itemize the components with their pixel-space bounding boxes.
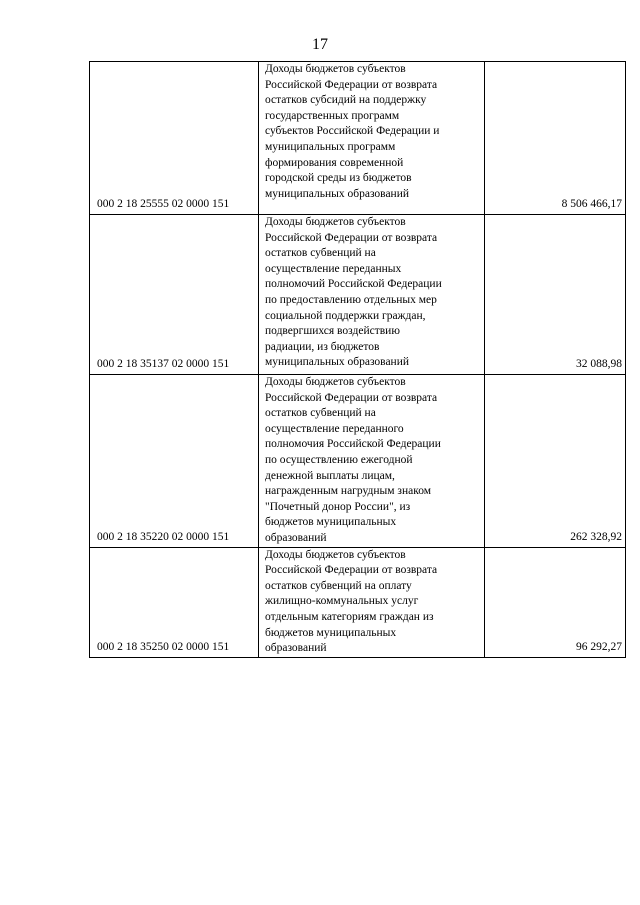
budget-revenue-table (89, 61, 626, 658)
revenue-description: Доходы бюджетов субъектов Российской Федерации от возврата остатков субсидий на поддержку государственных программ субъектов Российской Федерации и муниципальных программ формирования современной городской среды из бюджетов муниципальных образований (259, 62, 485, 215)
revenue-description: Доходы бюджетов субъектов Российской Федерации от возврата остатков субвенций на осуществление переданных полномочий Российской Федерации по предоставлению отдельных мер социальной поддержки граждан, подвергшихся воздействию радиации, из бюджетов муниципальных образований (259, 215, 485, 375)
revenue-amount: 32 088,98 (485, 215, 626, 375)
table-row (90, 62, 626, 215)
budget-classification-code: 000 2 18 35220 02 0000 151 (90, 375, 259, 548)
revenue-amount: 96 292,27 (485, 547, 626, 657)
revenue-description: Доходы бюджетов субъектов Российской Федерации от возврата остатков субвенций на оплату жилищно-коммунальных услуг отдельным категориям граждан из бюджетов муниципальных образований (259, 547, 485, 657)
budget-classification-code: 000 2 18 35137 02 0000 151 (90, 215, 259, 375)
page-number: 17 (312, 36, 328, 53)
budget-classification-code: 000 2 18 35250 02 0000 151 (90, 547, 259, 657)
revenue-amount: 8 506 466,17 (485, 62, 626, 215)
table-row (90, 375, 626, 548)
table-row (90, 215, 626, 375)
budget-classification-code: 000 2 18 25555 02 0000 151 (90, 62, 259, 215)
revenue-description: Доходы бюджетов субъектов Российской Федерации от возврата остатков субвенций на осуществление переданного полномочия Российской Федерации по осуществлению ежегодной денежной выплаты лицам, награжденным нагрудным знаком "Почетный донор России", из бюджетов муниципальных образований (259, 375, 485, 548)
table-row (90, 547, 626, 657)
revenue-amount: 262 328,92 (485, 375, 626, 548)
